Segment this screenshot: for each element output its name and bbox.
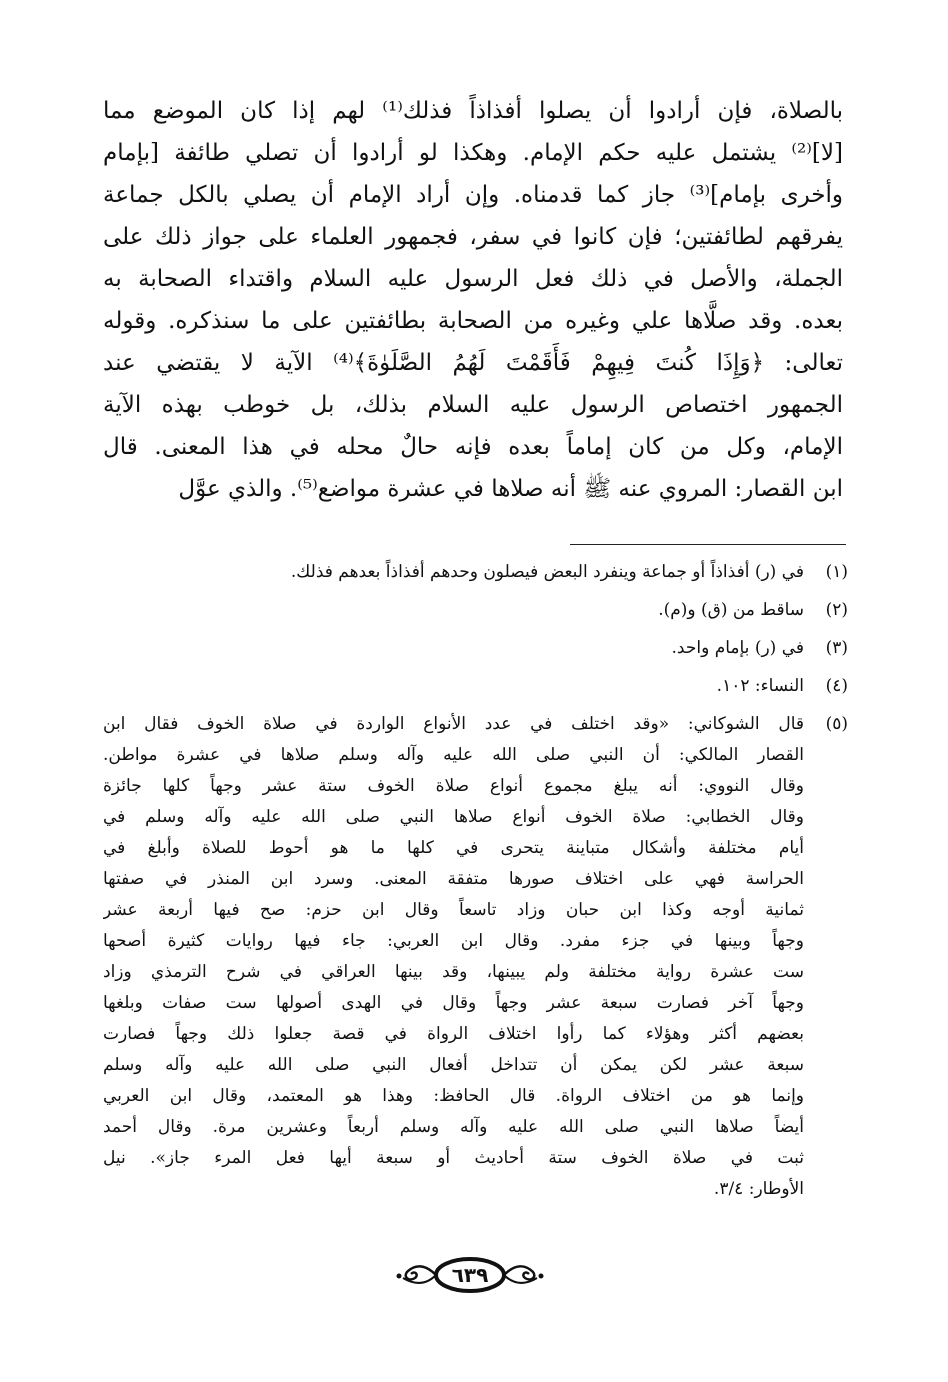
- footnote-1: [103, 556, 848, 594]
- main-text-line: الإمام، وكل من كان إماماً بعده فإنه حالٌ محله في هذا المعنى. قال: [103, 434, 843, 460]
- main-text-line: الجمهور اختصاص الرسول عليه السلام بذلك، بل خوطب بهذه الآية: [103, 392, 843, 418]
- footnote-text-line: الحراسة فهي على اختلاف صورها متفقة المعنى. وسرد ابن المنذر في صفتها: [103, 869, 804, 889]
- footnote-text-line: وجهاً آخر فصارت سبعة عشر وجهاً وقال في الهدى أصولها ست صفات وبلغها: [103, 993, 804, 1013]
- footnotes: [103, 556, 848, 1204]
- footnote-text-line: أيضاً صلاها النبي صلى الله عليه وآله وسلم أربعاً وعشرين مرة. وقال أحمد: [103, 1117, 804, 1137]
- footnote-text-line: ست عشرة رواية مختلفة ولم يبينها، وقد بينها العراقي في شرح الترمذي وزاد: [103, 962, 804, 982]
- main-text-line: الجملة، والأصل في ذلك فعل الرسول عليه السلام واقتداء الصحابة به: [103, 266, 843, 292]
- footnote-text-line: بعضهم أكثر وهؤلاء كما رأوا اختلاف الرواة في قصة جعلوا ذلك وجهاً فصارت: [103, 1024, 804, 1044]
- footnote-2: [103, 594, 848, 632]
- main-text-block: [103, 90, 843, 510]
- footnote-4: [103, 670, 848, 708]
- main-text-line: ابن القصار: المروي عنه ﷺ أنه صلاها في عشرة مواضع⁽⁵⁾. والذي عوَّل: [178, 476, 843, 502]
- footnote-text: النساء: ١٠٢.: [716, 676, 804, 696]
- main-text-line: [لا]⁽²⁾ يشتمل عليه حكم الإمام. وهكذا لو أرادوا أن تصلي طائفة [بإمام: [103, 140, 843, 166]
- footnote-3: [103, 632, 848, 670]
- main-text-line: يفرقهم لطائفتين؛ فإن كانوا في سفر، فجمهور العلماء على جواز ذلك على: [103, 224, 843, 250]
- footnote-text-line: الأوطار: ٣/٤.: [713, 1179, 804, 1199]
- main-text-line: وأخرى بإمام]⁽³⁾ جاز كما قدمناه. وإن أراد الإمام أن يصلي بالكل جماعة: [103, 182, 843, 208]
- footnote-number: (٤): [825, 676, 848, 696]
- footnote-separator: [570, 544, 846, 545]
- footnote-text-line: قال الشوكاني: «وقد اختلف في عدد الأنواع الواردة في صلاة الخوف فقال ابن: [103, 714, 804, 734]
- footnote-text: في (ر) أفذاذاً أو جماعة وينفرد البعض فيصلون وحدهم أفذاذاً بعدهم فذلك.: [290, 562, 804, 582]
- footnote-5: [103, 708, 848, 1204]
- footnote-text-line: القصار المالكي: أن النبي صلى الله عليه وآله وسلم صلاها في عشرة مواطن.: [103, 745, 804, 765]
- main-text-line: بالصلاة، فإن أرادوا أن يصلوا أفذاذاً فذلك⁽¹⁾ لهم إذا كان الموضع مما: [103, 98, 843, 124]
- footnote-text-line: وإنما هو من اختلاف الرواة. قال الحافظ: وهذا هو المعتمد، وقال ابن العربي: [103, 1086, 804, 1106]
- page-number-ornament: [395, 1250, 545, 1300]
- footnote-text-line: سبعة عشر لكن يمكن أن تتداخل أفعال النبي صلى الله عليه وآله وسلم: [103, 1055, 804, 1075]
- footnote-text-line: وقال النووي: أنه يبلغ مجموع أنواع صلاة الخوف ستة عشر وجهاً كلها جائزة: [103, 776, 804, 796]
- footnote-number: (١): [825, 562, 848, 582]
- footnote-text-line: وجهاً وبينها في جزء مفرد. وقال ابن العربي: جاء فيها روايات كثيرة أصحها: [103, 931, 804, 951]
- footnote-number: (٣): [825, 638, 848, 658]
- footnote-text-line: ثبت في صلاة الخوف ستة أحاديث أو سبعة أيها فعل المرء جاز». نيل: [103, 1148, 804, 1168]
- footnote-text: في (ر) بإمام واحد.: [671, 638, 804, 658]
- footnote-text-line: أيام مختلفة وأشكال متباينة يتحرى في كلها ما هو أحوط للصلاة وأبلغ في: [103, 838, 804, 858]
- footnote-text-line: ثمانية أوجه وكذا ابن حبان وزاد تاسعاً وقال ابن حزم: صح فيها أربعة عشر: [103, 900, 804, 920]
- footnote-text-line: وقال الخطابي: صلاة الخوف أنواع صلاها النبي صلى الله عليه وآله وسلم في: [103, 807, 804, 827]
- main-text-line: بعده. وقد صلَّاها علي وغيره من الصحابة بطائفتين على ما سنذكره. وقوله: [103, 308, 843, 334]
- page-number: ٦٣٩: [451, 1263, 489, 1287]
- main-text-line: تعالى: ﴿وَإِذَا كُنتَ فِيهِمْ فَأَقَمْتَ لَهُمُ الصَّلَوٰةَ﴾⁽⁴⁾ الآية لا يقتضي عند: [103, 350, 843, 376]
- footnote-number: (٢): [825, 600, 848, 620]
- footnote-text: ساقط من (ق) و(م).: [658, 600, 804, 620]
- footnote-number: (٥): [825, 714, 848, 734]
